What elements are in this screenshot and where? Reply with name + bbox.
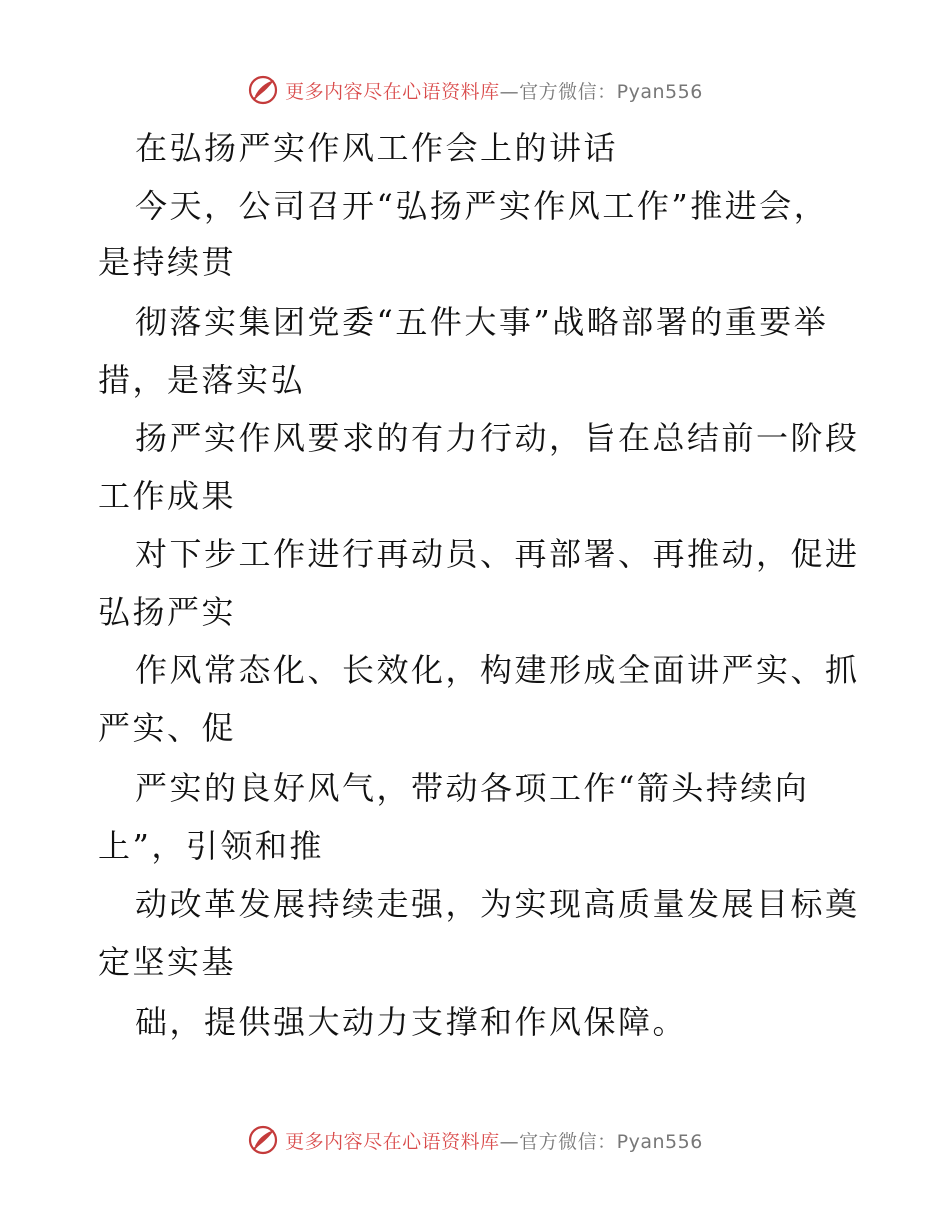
banner-separator: —: [499, 80, 520, 103]
paragraph-line: 今天，公司召开“弘扬严实作风工作”推进会，: [135, 187, 829, 225]
paragraph-line: 是持续贯: [98, 243, 237, 281]
banner-slogan: 更多内容尽在心语资料库: [285, 80, 500, 103]
paragraph-line: 定坚实基: [98, 943, 237, 981]
paragraph-line: 作风常态化、长效化，构建形成全面讲严实、抓: [135, 651, 860, 689]
banner-text: [285, 1127, 703, 1154]
document-title: 在弘扬严实作风工作会上的讲话: [135, 129, 619, 167]
paragraph-line: 础，提供强大动力支撑和作风保障。: [135, 1003, 688, 1041]
footer-watermark-banner: [0, 1120, 950, 1160]
paragraph-line: 措，是落实弘: [98, 361, 306, 399]
paragraph-line: 彻落实集团党委“五件大事”战略部署的重要举: [135, 303, 829, 341]
quill-logo-icon: [247, 74, 279, 106]
banner-contact: 官方微信：Pyan556: [519, 1130, 703, 1153]
paragraph-line: 弘扬严实: [98, 593, 237, 631]
paragraph-line: 上”，引领和推: [98, 827, 324, 865]
paragraph-line: 工作成果: [98, 477, 237, 515]
header-watermark-banner: [0, 70, 950, 110]
banner-text: [285, 77, 703, 104]
banner-contact: 官方微信：Pyan556: [519, 80, 703, 103]
paragraph-line: 严实、促: [98, 709, 237, 747]
paragraph-line: 严实的良好风气，带动各项工作“箭头持续向: [135, 769, 810, 807]
quill-logo-icon: [247, 1124, 279, 1156]
paragraph-line: 动改革发展持续走强，为实现高质量发展目标奠: [135, 885, 860, 923]
banner-separator: —: [499, 1130, 520, 1153]
banner-slogan: 更多内容尽在心语资料库: [285, 1130, 500, 1153]
paragraph-line: 对下步工作进行再动员、再部署、再推动，促进: [135, 535, 860, 573]
paragraph-line: 扬严实作风要求的有力行动，旨在总结前一阶段: [135, 419, 860, 457]
